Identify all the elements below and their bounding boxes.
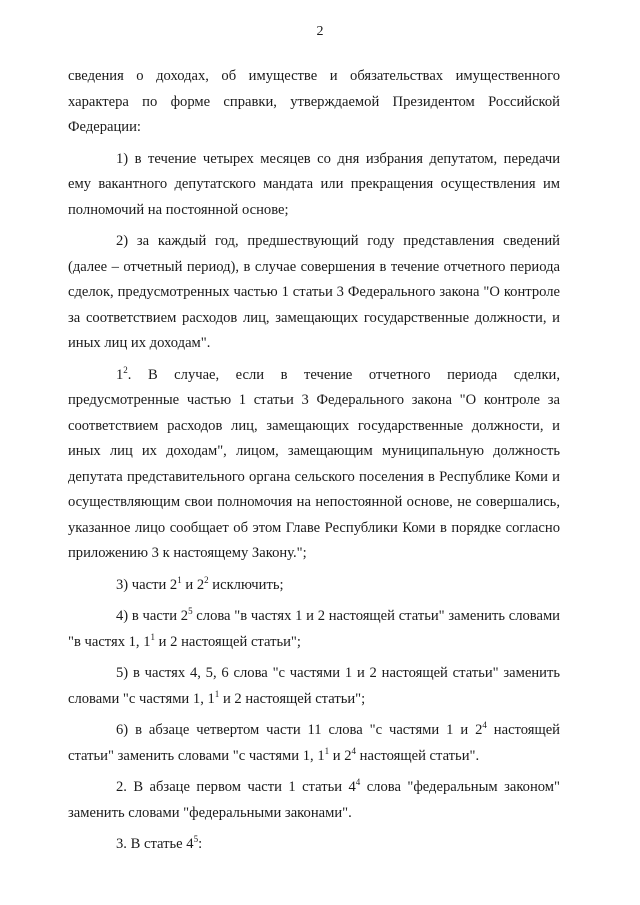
text-segment: и 2 <box>181 576 205 593</box>
text-segment: 6) в абзаце четвертом части 11 слова "с частями 1 и 2 <box>116 722 483 738</box>
paragraph-item-4 <box>68 604 560 655</box>
paragraph-section-2 <box>68 775 560 826</box>
paragraph-section-3 <box>68 832 560 858</box>
paragraph-item-5 <box>68 661 560 712</box>
text-segment: 3. В статье 4 <box>116 836 194 852</box>
text-segment: и 2 настоящей статьи"; <box>155 633 301 650</box>
text-segment: : <box>198 836 203 852</box>
document-body <box>68 64 560 864</box>
superscript: 1 <box>324 745 330 756</box>
superscript: 4 <box>482 720 487 731</box>
part-number: 1 <box>116 366 124 383</box>
text-segment: 4) в части 2 <box>116 608 189 624</box>
superscript: 5 <box>188 606 193 617</box>
paragraph-item-3 <box>68 573 560 599</box>
superscript: 2 <box>204 574 209 585</box>
superscript: 1 <box>150 631 156 642</box>
paragraph-text: . В случае, если в течение отчетного периода сделки, предусмотренные частью 1 статьи 3 Федерального закона "О контроле за соответствием расходов лиц, замещающих государственные должности, и иных лиц их доходам", лицом, замещающим муниципальную должность депутата представительного органа сельского поселения в Республике Коми и осуществляющим свои полномочия на непостоянной основе, не совершались, указанное лицо сообщает об этом Главе Республики Коми в порядке согласно приложению 3 к настоящему Закону."; <box>68 366 560 561</box>
superscript: 1 <box>177 574 182 585</box>
text-segment: слова "в частях 1 и 2 настоящей статьи" заменить словами "в частях 1, 1 <box>68 608 560 650</box>
superscript: 1 <box>214 688 220 699</box>
text-segment: 3) части 2 <box>116 576 178 593</box>
paragraph-item-1: 1) в течение четырех месяцев со дня избрания депутатом, передачи ему вакантного депутатского мандата или прекращения осуществления им полномочий на постоянной основе; <box>68 150 560 218</box>
text-segment: исключить; <box>208 576 284 593</box>
page-number: 2 <box>316 24 324 39</box>
paragraph-item-6 <box>68 718 560 769</box>
paragraph-item-2: 2) за каждый год, предшествующий году представления сведений (далее – отчетный период), в случае совершения в течение отчетного периода сделок, предусмотренных частью 1 статьи 3 Федерального закона "О контроле за соответствием расходов лиц, замещающих государственные должности, и иных лиц их доходам". <box>68 233 560 351</box>
text-segment: 2. В абзаце первом части 1 статьи 4 <box>116 779 356 795</box>
text-segment: и 2 настоящей статьи"; <box>219 690 366 707</box>
paragraph-part-1-2 <box>68 363 560 567</box>
superscript: 4 <box>351 745 357 756</box>
text-segment: 5) в частях 4, 5, 6 слова "с частями 1 и 2 настоящей статьи" заменить словами "с частями 1, 1 <box>68 665 560 707</box>
text-segment: настоящей статьи" заменить словами "с частями 1, 1 <box>68 722 560 764</box>
superscript: 2 <box>123 364 128 375</box>
text-segment: настоящей статьи". <box>356 747 480 764</box>
text-segment: и 2 <box>329 747 352 764</box>
superscript: 5 <box>193 834 199 845</box>
superscript: 4 <box>355 777 361 788</box>
text-segment: слова "федеральным законом" заменить словами "федеральными законами". <box>68 779 560 821</box>
paragraph-intro: сведения о доходах, об имуществе и обязательствах имущественного характера по форме справки, утверждаемой Президентом Российской Федерации: <box>68 68 560 135</box>
